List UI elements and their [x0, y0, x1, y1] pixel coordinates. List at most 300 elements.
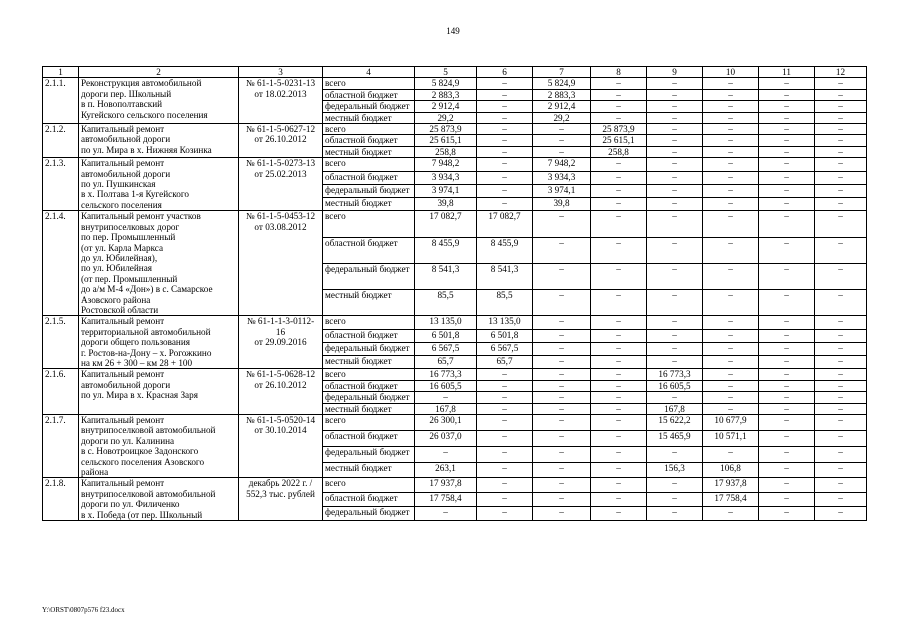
- value-cell: 15 465,9: [647, 430, 703, 446]
- value-cell: –: [591, 316, 647, 329]
- item-name-line: Азовского района: [81, 294, 151, 305]
- table-row: [43, 415, 867, 431]
- item-number-cell: 2.1.6.: [43, 369, 79, 415]
- funding-source-cell: областной бюджет: [323, 329, 415, 342]
- item-name-line: до ул. Юбилейная),: [81, 252, 158, 263]
- value-cell: –: [703, 506, 759, 520]
- item-name-line: автомобильной дороги: [81, 168, 171, 179]
- value-cell: 65,7: [477, 356, 533, 369]
- header-cell: 2: [79, 67, 239, 78]
- funding-source-cell: всего: [323, 158, 415, 171]
- document-cell: [239, 211, 323, 316]
- value-cell: –: [759, 89, 815, 100]
- item-name-cell: [79, 415, 239, 478]
- value-cell: 25 615,1: [415, 135, 477, 146]
- value-cell: 2 912,4: [533, 101, 591, 112]
- item-name-line: по пер. Промышленный: [81, 232, 176, 243]
- value-cell: –: [533, 446, 591, 462]
- value-cell: –: [647, 78, 703, 89]
- value-cell: –: [759, 446, 815, 462]
- value-cell: –: [647, 158, 703, 171]
- funding-source-cell: областной бюджет: [323, 492, 415, 506]
- value-cell: –: [533, 492, 591, 506]
- value-cell: –: [815, 101, 867, 112]
- value-cell: –: [815, 403, 867, 414]
- value-cell: –: [815, 89, 867, 100]
- value-cell: –: [759, 290, 815, 316]
- funding-source-cell: областной бюджет: [323, 380, 415, 391]
- value-cell: –: [591, 290, 647, 316]
- value-cell: –: [477, 101, 533, 112]
- value-cell: –: [703, 403, 759, 414]
- value-cell: –: [647, 135, 703, 146]
- item-name-line: в п. Новополтавский: [81, 99, 163, 110]
- value-cell: 3 934,3: [415, 171, 477, 184]
- item-name-line: автомобильной дороги: [81, 379, 171, 390]
- document-line: № 61-1-1-3-0112-: [246, 316, 315, 327]
- value-cell: –: [703, 237, 759, 263]
- document-cell: [239, 415, 323, 478]
- value-cell: –: [759, 184, 815, 197]
- funding-source-cell: федеральный бюджет: [323, 342, 415, 355]
- value-cell: –: [815, 290, 867, 316]
- value-cell: –: [815, 430, 867, 446]
- document-line: декабрь 2022 г. /: [248, 478, 313, 489]
- value-cell: –: [533, 462, 591, 478]
- value-cell: –: [703, 184, 759, 197]
- value-cell: 6 567,5: [415, 342, 477, 355]
- value-cell: –: [533, 329, 591, 342]
- item-name-line: Капитальный ремонт участков: [81, 211, 201, 222]
- document-line: от 18.02.2013: [254, 88, 307, 99]
- value-cell: 25 615,1: [591, 135, 647, 146]
- value-cell: –: [477, 146, 533, 157]
- item-name-line: в х. Победа (от пер. Школьный: [81, 509, 203, 520]
- value-cell: 5 824,9: [415, 78, 477, 89]
- value-cell: –: [591, 380, 647, 391]
- value-cell: –: [815, 158, 867, 171]
- value-cell: –: [815, 112, 867, 123]
- value-cell: –: [533, 415, 591, 431]
- value-cell: –: [759, 316, 815, 329]
- table-row: [43, 211, 867, 237]
- funding-source-cell: местный бюджет: [323, 112, 415, 123]
- document-line: 16: [275, 326, 286, 337]
- item-name-line: по ул. Мира в х. Красная Заря: [81, 390, 198, 401]
- value-cell: –: [647, 101, 703, 112]
- item-number-cell: 2.1.8.: [43, 478, 79, 521]
- value-cell: –: [759, 430, 815, 446]
- value-cell: –: [759, 380, 815, 391]
- value-cell: –: [815, 492, 867, 506]
- item-name-line: Капитальный ремонт: [81, 415, 165, 425]
- document-cell: [239, 78, 323, 124]
- value-cell: –: [647, 184, 703, 197]
- item-name-cell: [79, 369, 239, 415]
- value-cell: –: [703, 135, 759, 146]
- value-cell: –: [591, 506, 647, 520]
- value-cell: 7 948,2: [415, 158, 477, 171]
- header-cell: 8: [591, 67, 647, 78]
- value-cell: –: [477, 462, 533, 478]
- value-cell: –: [477, 506, 533, 520]
- value-cell: –: [591, 415, 647, 431]
- value-cell: –: [477, 184, 533, 197]
- value-cell: –: [759, 101, 815, 112]
- value-cell: –: [815, 184, 867, 197]
- value-cell: –: [647, 356, 703, 369]
- value-cell: 17 758,4: [415, 492, 477, 506]
- value-cell: –: [591, 342, 647, 355]
- document-line: от 26.10.2012: [254, 134, 307, 145]
- item-name-cell: [79, 124, 239, 158]
- value-cell: –: [533, 263, 591, 289]
- value-cell: –: [477, 112, 533, 123]
- value-cell: –: [533, 369, 591, 380]
- value-cell: –: [815, 446, 867, 462]
- value-cell: –: [591, 478, 647, 492]
- value-cell: –: [647, 211, 703, 237]
- value-cell: 16 773,3: [415, 369, 477, 380]
- value-cell: 3 974,1: [533, 184, 591, 197]
- item-name-line: района: [81, 467, 109, 478]
- funding-source-cell: местный бюджет: [323, 356, 415, 369]
- document-cell: [239, 478, 323, 521]
- table-row: [43, 478, 867, 492]
- value-cell: –: [477, 403, 533, 414]
- value-cell: –: [477, 158, 533, 171]
- value-cell: –: [703, 198, 759, 211]
- value-cell: –: [591, 101, 647, 112]
- item-name-line: Капитальный ремонт: [81, 369, 165, 380]
- document-line: от 26.10.2012: [254, 379, 307, 390]
- item-number-cell: 2.1.2.: [43, 124, 79, 158]
- funding-source-cell: областной бюджет: [323, 135, 415, 146]
- document-line: № 61-1-5-0520-14: [245, 415, 316, 425]
- value-cell: –: [647, 492, 703, 506]
- value-cell: –: [703, 89, 759, 100]
- funding-source-cell: всего: [323, 78, 415, 89]
- funding-source-cell: областной бюджет: [323, 237, 415, 263]
- value-cell: –: [703, 316, 759, 329]
- header-cell: 5: [415, 67, 477, 78]
- value-cell: 2 883,3: [533, 89, 591, 100]
- funding-source-cell: местный бюджет: [323, 462, 415, 478]
- value-cell: –: [759, 211, 815, 237]
- value-cell: –: [815, 369, 867, 380]
- funding-source-cell: всего: [323, 478, 415, 492]
- item-name-line: Капитальный ремонт: [81, 124, 165, 135]
- value-cell: 26 037,0: [415, 430, 477, 446]
- value-cell: –: [477, 89, 533, 100]
- value-cell: –: [591, 237, 647, 263]
- value-cell: –: [815, 462, 867, 478]
- item-name-line: дороги пер. Школьный: [81, 88, 172, 99]
- value-cell: –: [759, 392, 815, 403]
- item-name-line: г. Ростов-на-Дону – х. Рогожкино: [81, 347, 212, 358]
- funding-source-cell: местный бюджет: [323, 290, 415, 316]
- value-cell: –: [759, 146, 815, 157]
- item-name-cell: [79, 316, 239, 369]
- item-name-line: (от пер. Промышленный: [81, 273, 178, 284]
- value-cell: –: [703, 78, 759, 89]
- value-cell: –: [477, 135, 533, 146]
- value-cell: –: [647, 198, 703, 211]
- item-name-line: до а/м М-4 «Дон») в с. Самарское: [81, 284, 213, 295]
- value-cell: –: [533, 316, 591, 329]
- header-row: [43, 67, 867, 78]
- value-cell: –: [647, 112, 703, 123]
- value-cell: –: [533, 342, 591, 355]
- value-cell: –: [591, 184, 647, 197]
- value-cell: –: [477, 492, 533, 506]
- item-name-line: Капитальный ремонт: [81, 316, 165, 327]
- value-cell: –: [815, 478, 867, 492]
- value-cell: –: [759, 198, 815, 211]
- value-cell: 167,8: [415, 403, 477, 414]
- item-name-line: по ул. Юбилейная: [81, 263, 153, 274]
- value-cell: –: [647, 329, 703, 342]
- item-name-line: в с. Новотроицкое Задонского: [81, 446, 199, 457]
- header-cell: 10: [703, 67, 759, 78]
- value-cell: 8 541,3: [415, 263, 477, 289]
- item-name-line: на км 26 + 300 – км 28 + 100: [81, 357, 193, 368]
- value-cell: 16 773,3: [647, 369, 703, 380]
- value-cell: 3 974,1: [415, 184, 477, 197]
- item-name-cell: [79, 158, 239, 211]
- funding-source-cell: областной бюджет: [323, 430, 415, 446]
- value-cell: 25 873,9: [415, 124, 477, 135]
- value-cell: 8 455,9: [477, 237, 533, 263]
- item-number-cell: 2.1.3.: [43, 158, 79, 211]
- value-cell: –: [815, 211, 867, 237]
- value-cell: –: [591, 171, 647, 184]
- value-cell: –: [703, 158, 759, 171]
- value-cell: –: [815, 342, 867, 355]
- value-cell: –: [759, 462, 815, 478]
- value-cell: –: [591, 492, 647, 506]
- value-cell: –: [815, 198, 867, 211]
- item-name-line: (от ул. Карла Маркса: [81, 242, 164, 253]
- table-row: [43, 78, 867, 89]
- value-cell: –: [815, 316, 867, 329]
- value-cell: –: [647, 506, 703, 520]
- item-number-cell: 2.1.4.: [43, 211, 79, 316]
- value-cell: –: [703, 392, 759, 403]
- value-cell: –: [759, 237, 815, 263]
- item-name-cell: [79, 211, 239, 316]
- value-cell: –: [647, 342, 703, 355]
- value-cell: –: [477, 478, 533, 492]
- value-cell: –: [533, 135, 591, 146]
- header-cell: 4: [323, 67, 415, 78]
- value-cell: 13 135,0: [477, 316, 533, 329]
- value-cell: 258,8: [415, 146, 477, 157]
- document-line: от 25.02.2013: [254, 168, 307, 179]
- value-cell: –: [591, 158, 647, 171]
- value-cell: 29,2: [533, 112, 591, 123]
- value-cell: –: [533, 478, 591, 492]
- value-cell: –: [815, 146, 867, 157]
- item-name-cell: [79, 478, 239, 521]
- funding-source-cell: всего: [323, 211, 415, 237]
- value-cell: –: [647, 290, 703, 316]
- value-cell: –: [647, 263, 703, 289]
- value-cell: –: [591, 329, 647, 342]
- document-line: от 30.10.2014: [254, 425, 307, 436]
- document-cell: [239, 316, 323, 369]
- value-cell: 167,8: [647, 403, 703, 414]
- value-cell: –: [477, 446, 533, 462]
- value-cell: –: [759, 112, 815, 123]
- value-cell: 2 883,3: [415, 89, 477, 100]
- value-cell: 85,5: [415, 290, 477, 316]
- value-cell: –: [591, 430, 647, 446]
- value-cell: –: [815, 124, 867, 135]
- value-cell: –: [591, 392, 647, 403]
- value-cell: –: [415, 446, 477, 462]
- value-cell: 258,8: [591, 146, 647, 157]
- value-cell: 15 622,2: [647, 415, 703, 431]
- value-cell: –: [591, 356, 647, 369]
- value-cell: 5 824,9: [533, 78, 591, 89]
- header-cell: 1: [43, 67, 79, 78]
- value-cell: –: [591, 198, 647, 211]
- table-row: [43, 124, 867, 135]
- item-name-line: Капитальный ремонт: [81, 158, 165, 169]
- document-cell: [239, 369, 323, 415]
- header-cell: 11: [759, 67, 815, 78]
- item-name-line: дороги общего пользования: [81, 337, 190, 348]
- item-number-cell: 2.1.1.: [43, 78, 79, 124]
- document-cell: [239, 124, 323, 158]
- value-cell: –: [477, 369, 533, 380]
- value-cell: 106,8: [703, 462, 759, 478]
- item-name-line: Капитальный ремонт: [81, 478, 165, 489]
- value-cell: –: [759, 415, 815, 431]
- value-cell: 26 300,1: [415, 415, 477, 431]
- value-cell: –: [647, 316, 703, 329]
- value-cell: 263,1: [415, 462, 477, 478]
- value-cell: –: [591, 112, 647, 123]
- value-cell: 3 934,3: [533, 171, 591, 184]
- value-cell: –: [815, 392, 867, 403]
- value-cell: –: [815, 415, 867, 431]
- item-name-line: Кугейского сельского поселения: [81, 109, 208, 120]
- item-name-line: дороги по ул. Филиченко: [81, 499, 180, 510]
- value-cell: 17 937,8: [415, 478, 477, 492]
- funding-source-cell: всего: [323, 369, 415, 380]
- value-cell: 8 455,9: [415, 237, 477, 263]
- value-cell: –: [703, 369, 759, 380]
- value-cell: –: [703, 211, 759, 237]
- value-cell: 17 937,8: [703, 478, 759, 492]
- value-cell: –: [703, 342, 759, 355]
- value-cell: –: [759, 342, 815, 355]
- value-cell: –: [533, 430, 591, 446]
- value-cell: –: [477, 124, 533, 135]
- program-table: [42, 66, 867, 521]
- value-cell: –: [703, 101, 759, 112]
- value-cell: –: [815, 356, 867, 369]
- document-line: № 61-1-5-0273-13: [245, 158, 316, 169]
- item-name-line: территориальной автомобильной: [81, 326, 211, 337]
- value-cell: –: [703, 124, 759, 135]
- value-cell: –: [591, 211, 647, 237]
- funding-source-cell: федеральный бюджет: [323, 263, 415, 289]
- value-cell: –: [815, 237, 867, 263]
- value-cell: 25 873,9: [591, 124, 647, 135]
- value-cell: –: [759, 124, 815, 135]
- page-number: 149: [446, 26, 460, 36]
- value-cell: –: [533, 146, 591, 157]
- funding-source-cell: областной бюджет: [323, 171, 415, 184]
- value-cell: –: [477, 415, 533, 431]
- value-cell: –: [703, 290, 759, 316]
- value-cell: –: [759, 506, 815, 520]
- funding-source-cell: всего: [323, 415, 415, 431]
- value-cell: –: [759, 492, 815, 506]
- value-cell: –: [533, 403, 591, 414]
- document-line: от 03.08.2012: [254, 221, 307, 232]
- funding-source-cell: федеральный бюджет: [323, 506, 415, 520]
- value-cell: –: [647, 146, 703, 157]
- value-cell: 16 605,5: [647, 380, 703, 391]
- item-name-line: автомобильной дороги: [81, 134, 171, 145]
- document-line: № 61-1-5-0231-13: [245, 78, 316, 89]
- item-name-line: дороги по ул. Калинина: [81, 435, 175, 446]
- item-name-cell: [79, 78, 239, 124]
- value-cell: –: [533, 392, 591, 403]
- value-cell: –: [591, 403, 647, 414]
- value-cell: –: [703, 446, 759, 462]
- value-cell: –: [703, 171, 759, 184]
- funding-source-cell: федеральный бюджет: [323, 184, 415, 197]
- value-cell: 17 758,4: [703, 492, 759, 506]
- table-row: [43, 158, 867, 171]
- item-name-line: в х. Полтава 1-я Кугейского: [81, 189, 189, 200]
- value-cell: –: [703, 112, 759, 123]
- value-cell: –: [533, 211, 591, 237]
- item-name-line: по ул. Пушкинская: [81, 179, 156, 190]
- value-cell: –: [815, 380, 867, 391]
- document-line: № 61-1-5-0627-12: [245, 124, 316, 135]
- value-cell: –: [647, 171, 703, 184]
- value-cell: 29,2: [415, 112, 477, 123]
- value-cell: –: [533, 506, 591, 520]
- funding-source-cell: федеральный бюджет: [323, 446, 415, 462]
- item-name-line: по ул. Мира в х. Нижняя Козинка: [81, 144, 212, 155]
- value-cell: –: [759, 78, 815, 89]
- value-cell: 156,3: [647, 462, 703, 478]
- value-cell: –: [703, 329, 759, 342]
- value-cell: –: [815, 506, 867, 520]
- value-cell: 85,5: [477, 290, 533, 316]
- value-cell: –: [815, 135, 867, 146]
- value-cell: –: [647, 478, 703, 492]
- document-line: № 61-1-5-0628-12: [245, 369, 316, 380]
- item-name-line: сельского поселения Азовского: [81, 456, 205, 467]
- value-cell: 16 605,5: [415, 380, 477, 391]
- funding-source-cell: федеральный бюджет: [323, 392, 415, 403]
- document-line: от 29.09.2016: [254, 337, 307, 348]
- value-cell: –: [759, 158, 815, 171]
- table-row: [43, 369, 867, 380]
- value-cell: –: [759, 171, 815, 184]
- value-cell: –: [815, 329, 867, 342]
- value-cell: –: [759, 369, 815, 380]
- value-cell: –: [533, 124, 591, 135]
